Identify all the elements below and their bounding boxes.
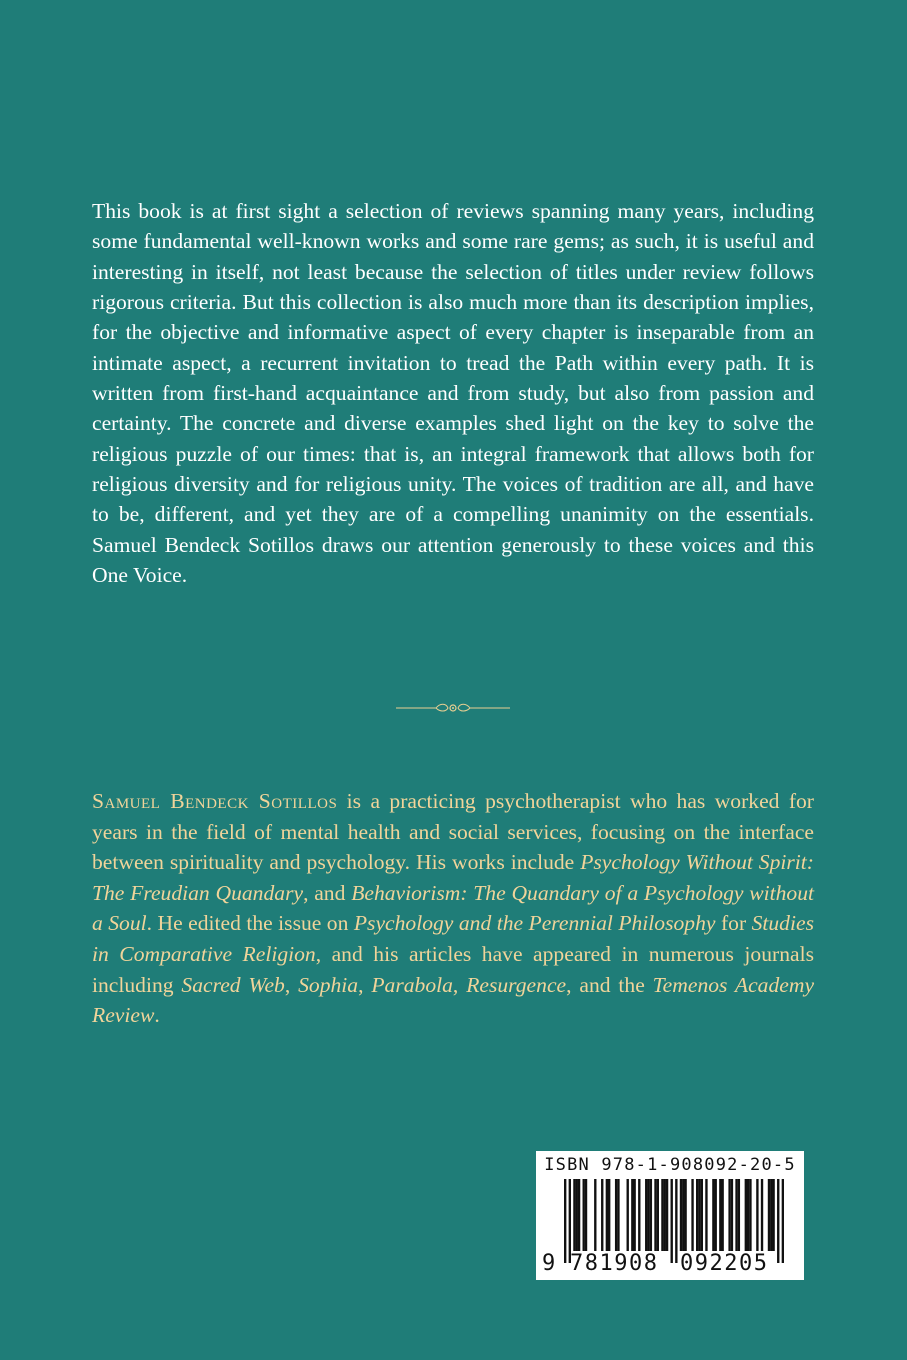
work-title: Psychology Without Spirit: The Freudian Quandary xyxy=(92,850,814,905)
bio-text: for xyxy=(715,911,752,936)
barcode-bar xyxy=(615,1179,617,1251)
barcode-bar xyxy=(564,1179,566,1263)
author-name: Samuel Bendeck Sotillos xyxy=(92,789,338,813)
bio-text: , xyxy=(452,972,467,997)
bio-text: , and xyxy=(303,880,352,905)
barcode-bar xyxy=(705,1179,707,1251)
barcode-bar xyxy=(573,1179,575,1251)
barcode-bar xyxy=(627,1179,629,1251)
barcode-bar xyxy=(675,1179,677,1263)
barcode-bar xyxy=(728,1179,730,1251)
bio-text: is a practicing psychotherapist who has worked for years in the field of mental health and social services, focusing on the interface between spirituality and psychology. His works include xyxy=(92,789,814,875)
isbn-barcode xyxy=(536,1151,804,1280)
barcode-bar xyxy=(777,1179,779,1263)
journal-title: Temenos Academy Review xyxy=(92,972,815,1028)
author-bio xyxy=(92,786,814,1031)
barcode-bar xyxy=(631,1179,633,1251)
bio-text: , and his articles have appeared in numerous journals including xyxy=(92,941,814,997)
barcode-bar xyxy=(747,1179,749,1251)
barcode-bar xyxy=(698,1179,700,1251)
barcode-bar xyxy=(594,1179,596,1251)
isbn-digit-group: 781908 xyxy=(570,1251,659,1276)
barcode-bar xyxy=(661,1179,663,1251)
barcode-bar xyxy=(756,1179,758,1251)
barcode-bar xyxy=(585,1179,587,1251)
barcode-bar xyxy=(721,1179,723,1251)
barcode-bar xyxy=(745,1179,747,1251)
barcode-bar xyxy=(719,1179,721,1251)
barcode-bar xyxy=(772,1179,774,1251)
barcode-bar xyxy=(782,1179,784,1263)
bio-text: . He edited the issue on xyxy=(146,911,354,936)
barcode-bar xyxy=(738,1179,740,1251)
barcode-bar xyxy=(647,1179,649,1251)
barcode-bar xyxy=(666,1179,668,1251)
barcode-bar xyxy=(680,1179,682,1251)
barcode-bar xyxy=(735,1179,737,1251)
barcode-bar xyxy=(606,1179,608,1251)
ornament-divider-icon xyxy=(396,698,510,718)
barcode-bar xyxy=(645,1179,647,1251)
work-title: Behaviorism: The Quandary of a Psychology without a Soul xyxy=(92,880,815,936)
barcode-bar xyxy=(650,1179,652,1251)
barcode-bar xyxy=(749,1179,751,1251)
barcode-bar xyxy=(684,1179,686,1251)
journal-title: Studies in Comparative Religion xyxy=(92,911,814,966)
barcode-bar xyxy=(696,1179,698,1251)
journal-title: Resurgence xyxy=(466,972,567,997)
bio-text: , and the xyxy=(566,972,653,997)
barcode-bar xyxy=(731,1179,733,1251)
work-title: Psychology and the Perennial Philosophy xyxy=(353,911,716,936)
barcode-bar xyxy=(691,1179,693,1251)
bio-text: , xyxy=(284,972,299,997)
isbn-digit-group: 092205 xyxy=(680,1251,769,1276)
journal-title: Parabola xyxy=(371,972,453,997)
barcode-bar xyxy=(761,1179,763,1251)
barcode-bar xyxy=(578,1179,580,1251)
isbn-digit-first: 9 xyxy=(542,1251,556,1276)
barcode-bar xyxy=(601,1179,603,1251)
barcode-bar xyxy=(701,1179,703,1251)
barcode-bar xyxy=(682,1179,684,1251)
barcode-bar xyxy=(712,1179,714,1251)
journal-title: Sophia xyxy=(298,972,359,997)
book-description: This book is at first sight a selection of reviews spanning many years, including some fundamental well-known works and some rare gems; as such, it is useful and interesting in itself, not least because the selection of titles under review follows rigorous criteria. But this collection is also much more than its description implies, for the objective and informative aspect of every chapter is inseparable from an intimate aspect, a recurrent invitation to tread the Path within every path. It is written from first-hand acquaintance and from study, but also from passion and certainty. The concrete and diverse examples shed light on the key to solve the religious puzzle of our times: that is, an integral framework that allows both for religious diversity and for religious unity. The voices of tradition are all, and have to be, different, and yet they are of a compelling unanimity on the essentials. Samuel Bendeck Sotillos draws our attention generously to these voices and this One Voice. xyxy=(92,199,814,588)
barcode-bar xyxy=(671,1179,673,1263)
barcode-bar xyxy=(617,1179,619,1251)
barcode-bar xyxy=(633,1179,635,1251)
barcode-bar xyxy=(664,1179,666,1251)
barcode-bar xyxy=(608,1179,610,1251)
barcode-bar xyxy=(576,1179,578,1251)
barcode-bar xyxy=(654,1179,656,1251)
journal-title: Sacred Web xyxy=(181,972,285,997)
barcode-bar xyxy=(583,1179,585,1251)
barcode-bar xyxy=(770,1179,772,1251)
bio-text: . xyxy=(154,1003,160,1028)
barcode-bar xyxy=(768,1179,770,1251)
isbn-label: ISBN 978-1-908092-20-5 xyxy=(544,1155,796,1175)
bio-text: , xyxy=(358,972,372,997)
barcode-bar xyxy=(638,1179,640,1251)
barcode-bar xyxy=(715,1179,717,1251)
barcode-bar xyxy=(657,1179,659,1251)
